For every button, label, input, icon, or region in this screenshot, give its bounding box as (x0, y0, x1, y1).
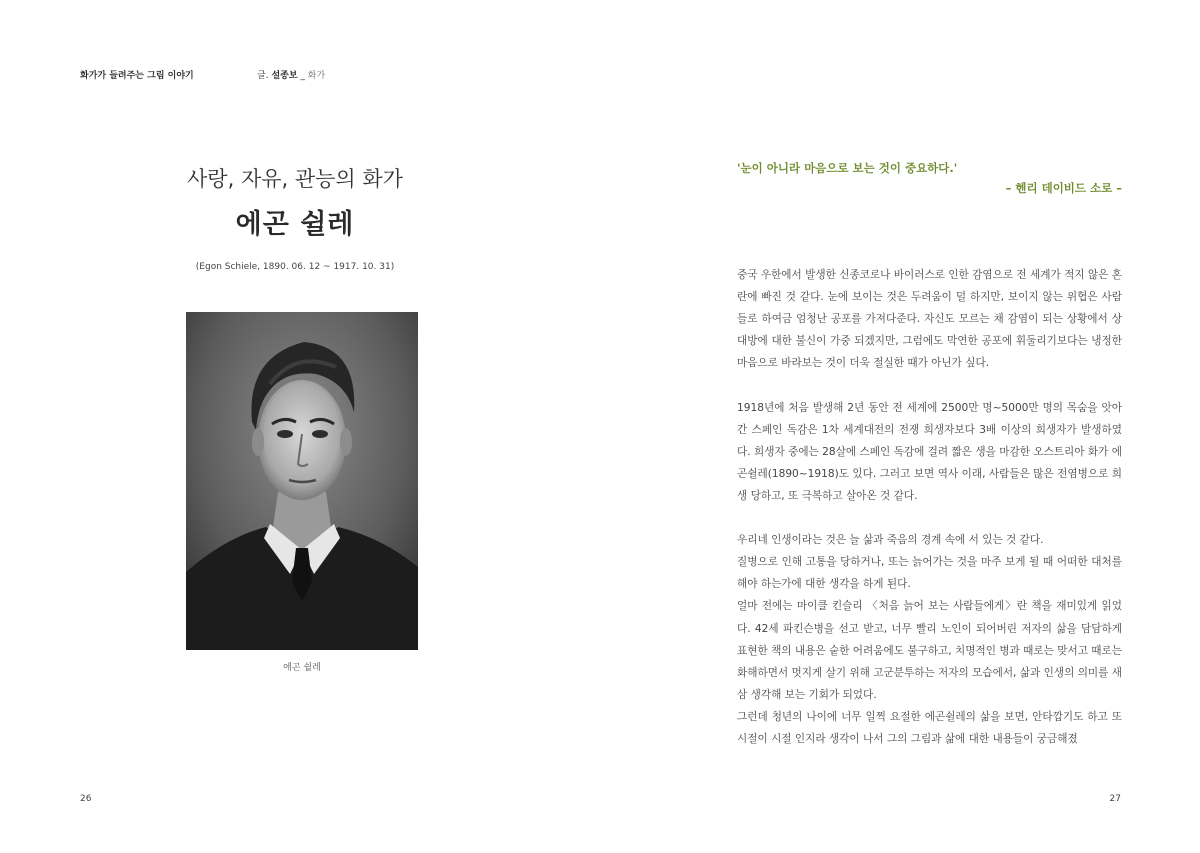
paragraph-1: 중국 우한에서 발생한 신종코로나 바이러스로 인한 감염으로 전 세계가 적지 않은 혼란에 빠진 것 같다. 눈에 보이는 것은 두려움이 덜 하지만, 보이지 않는 위협은 사람들로 하여금 엄청난 공포를 가져다준다. 자신도 모르는 채 감염이 되는 상황에서 상대방에 대한 불신이 가중 되겠지만, 그럼에도 막연한 공포에 휘둘리기보다는 냉정한 마음으로 바라보는 것이 더욱 절실한 때가 아닌가 싶다. (737, 269, 1122, 370)
portrait-illustration (186, 312, 418, 650)
running-header-series: 화가가 들려주는 그림 이야기 (80, 71, 194, 81)
article-subtitle: 사랑, 자유, 관능의 화가 (187, 167, 403, 191)
author-name: 설종보 (271, 71, 298, 81)
page-number-left: 26 (80, 794, 92, 804)
running-header-author (257, 68, 325, 81)
paragraph-6: 그런데 청년의 나이에 너무 일찍 요절한 에곤쉴레의 삶을 보면, 안타깝기도 하고 또 시절이 시절 인지라 생각이 나서 그의 그림과 삶에 대한 내용들이 궁금해졌 (737, 710, 1122, 745)
portrait-photo (186, 312, 418, 650)
author-role: 화가 (307, 71, 326, 81)
paragraph-3: 우리네 인생이라는 것은 늘 삶과 죽음의 경계 속에 서 있는 것 같다. (737, 534, 1044, 547)
paragraph-4: 질병으로 인해 고통을 당하거나, 또는 늙어가는 것을 마주 보게 될 때 어떠한 대처를 해야 하는가에 대한 생각을 하게 된다. (737, 556, 1122, 591)
paragraph-2: 1918년에 처음 발생해 2년 동안 전 세계에 2500만 명~5000만 명의 목숨을 앗아간 스페인 독감은 1차 세계대전의 전쟁 희생자보다 3배 이상의 희생자가 발생하였다. 희생자 중에는 28살에 스페인 독감에 걸려 짧은 생을 마감한 오스트리아 화가 에곤쉴레(1890~1918)도 있다. 그러고 보면 역사 이래, 사람들은 많은 전염병으로 희생 당하고, 또 극복하고 살아온 것 같다. (737, 401, 1122, 502)
author-sep: _ (300, 71, 305, 81)
epigraph-attribution: – 헨리 데이비드 소로 – (1005, 181, 1122, 195)
artist-dates: (Egon Schiele, 1890. 06. 12 ~ 1917. 10. 31) (195, 262, 395, 272)
author-prefix: 글. (257, 71, 269, 81)
paragraph-gap (737, 507, 1122, 529)
article-title: 에곤 쉴레 (235, 209, 355, 240)
paragraph-5: 얼마 전에는 마이클 킨슬리 〈처음 늙어 보는 사람들에게〉란 책을 재미있게 읽었다. 42세 파킨슨병을 선고 받고, 너무 빨리 노인이 되어버린 저자의 삶을 담담하게 표현한 책의 내용은 숱한 어려움에도 불구하고, 치명적인 병과 때로는 맞서고 때로는 화해하면서 멋지게 살기 위해 고군분투하는 저자의 모습에서, 삶과 인생의 의미를 새삼 생각해 보는 기회가 되었다. (737, 600, 1122, 701)
paragraph-gap (737, 374, 1122, 396)
page-number-right: 27 (1109, 794, 1121, 804)
epigraph-quote: '눈이 아니라 마음으로 보는 것이 중요하다.' (737, 161, 958, 175)
article-body (737, 264, 1122, 750)
portrait-caption: 에곤 쉴레 (283, 663, 321, 673)
